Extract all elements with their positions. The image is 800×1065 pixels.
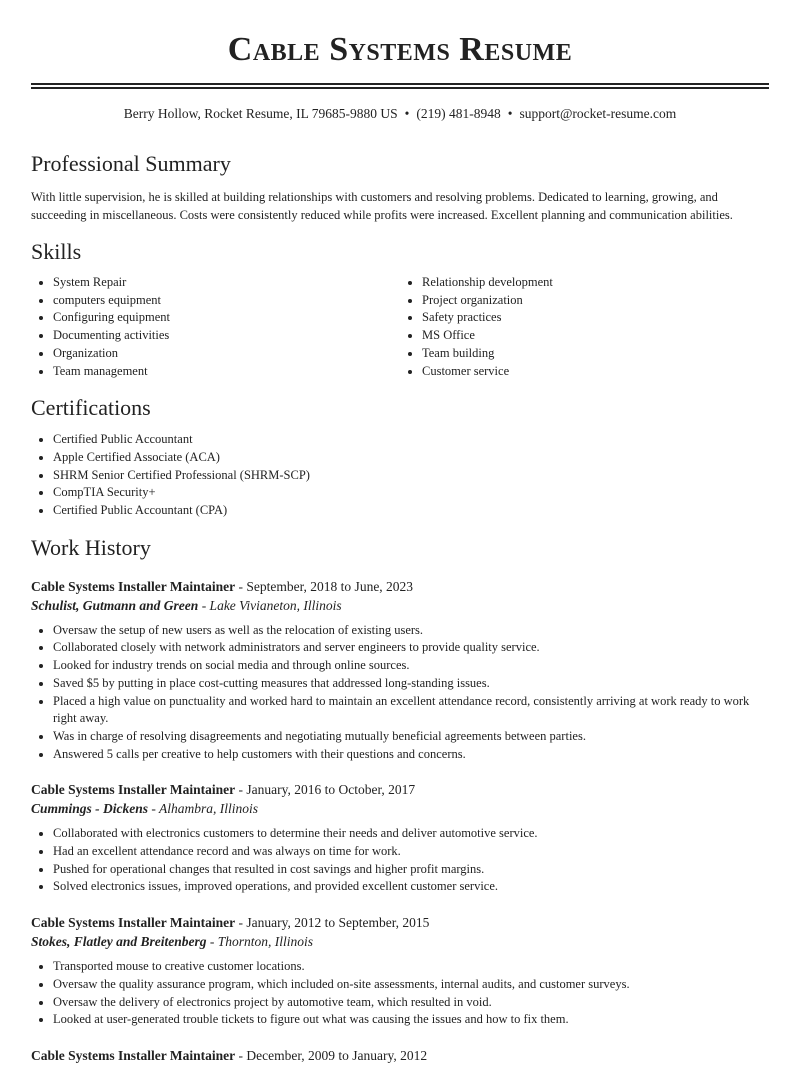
job-company: Stokes, Flatley and Breitenberg [31,934,207,950]
summary-text: With little supervision, he is skilled at building relationships with customers and resolving problems. Dedicated to learning, growing, and succeeding in miscellaneous. Costs were consistently reduced while profits were increased. Excellent planning and communication abilities. [31,190,733,222]
certification-item: • Certified Public Accountant [53,431,769,449]
certification-item: • Certified Public Accountant (CPA) [53,502,769,520]
job-bullet: • Oversaw the delivery of electronics project by automotive team, which resulted in void. [53,994,769,1012]
job-company-line [31,932,769,951]
job-title: Cable Systems Installer Maintainer [31,578,236,594]
job-title: Cable Systems Installer Maintainer [31,915,236,931]
certifications-heading: Certifications [31,395,151,421]
job-bullet: • Looked for industry trends on social media and through online sources. [53,657,769,675]
contact-email: support@rocket-resume.com [519,106,677,121]
contact-phone: (219) 481-8948 [416,106,501,121]
resume-page [31,0,769,1065]
summary-heading: Professional Summary [31,151,231,176]
job-dates: - January, 2012 to September, 2015 [235,915,430,931]
job-company: Schulist, Gutmann and Green [31,597,199,613]
skill-item: • Customer service [422,363,769,381]
skill-item: • Safety practices [422,309,769,327]
certifications-list [31,431,769,520]
job-company: Cummings - Dickens [31,801,149,817]
job-bullet: • Pushed for operational changes that resulted in cost savings and higher profit margins. [53,861,769,879]
job-bullet: • Answered 5 calls per creative to help customers with their questions and concerns. [53,746,769,764]
job-bullet: • Oversaw the quality assurance program, which included on-site assessments, internal audits, and customer surveys. [53,976,769,994]
job-header [31,577,769,596]
contact-separator: • [404,106,410,121]
job-bullet: • Looked at user-generated trouble tickets to figure out what was causing the issues and how to fix them. [53,1011,769,1029]
job-location: - Alhambra, Illinois [148,801,259,817]
job-bullet: • Transported mouse to creative customer locations. [53,958,769,976]
skill-item: • Organization [53,345,400,363]
job-title: Cable Systems Installer Maintainer [31,1047,236,1063]
skills-columns [31,274,769,380]
job-bullets [31,622,769,764]
job-location: - Lake Vivianeton, Illinois [198,597,342,613]
job-entry [31,577,769,764]
job-bullet: • Oversaw the setup of new users as well as the relocation of existing users. [53,622,769,640]
job-bullets [31,825,769,896]
skill-item: • Configuring equipment [53,309,400,327]
skill-item: • Documenting activities [53,327,400,345]
job-dates: - December, 2009 to January, 2012 [235,1047,428,1063]
job-dates: - January, 2016 to October, 2017 [235,782,416,798]
skills-right-list [400,274,769,380]
skill-item: • Project organization [422,292,769,310]
job-bullet: • Saved $5 by putting in place cost-cutting measures that addressed long-standing issues. [53,675,769,693]
job-company-line [31,596,769,615]
job-bullets [31,958,769,1029]
work-history-heading: Work History [31,534,151,560]
job-location: - Thornton, Illinois [206,934,314,950]
job-header [31,913,769,932]
resume-title: Cable Systems Resume [227,31,573,68]
job-bullet: • Solved electronics issues, improved operations, and provided excellent customer service. [53,878,769,896]
title-divider [31,83,769,89]
job-title: Cable Systems Installer Maintainer [31,782,236,798]
skill-item: • System Repair [53,274,400,292]
job-company-line [31,799,769,818]
job-entry [31,780,769,896]
contact-separator: • [507,106,513,121]
skill-item: • Team management [53,363,400,381]
job-entry [31,1046,769,1065]
contact-line [31,105,769,123]
skill-item: • Relationship development [422,274,769,292]
certification-item: • SHRM Senior Certified Professional (SHRM-SCP) [53,467,769,485]
job-bullet: • Placed a high value on punctuality and worked hard to maintain an excellent attendance record, consistently arriving at work ready to work right away. [53,693,769,728]
certification-item: • CompTIA Security+ [53,484,769,502]
job-header [31,780,769,799]
job-bullet: • Collaborated closely with network administrators and server engineers to provide quality service. [53,639,769,657]
certification-item: • Apple Certified Associate (ACA) [53,449,769,467]
skill-item: • Team building [422,345,769,363]
job-header [31,1046,769,1065]
job-dates: - September, 2018 to June, 2023 [235,578,414,594]
job-bullet: • Was in charge of resolving disagreements and negotiating mutually beneficial agreements between parties. [53,728,769,746]
job-bullet: • Had an excellent attendance record and was always on time for work. [53,843,769,861]
skills-left-list [31,274,400,380]
job-entry [31,913,769,1029]
job-bullet: • Collaborated with electronics customers to determine their needs and deliver automotive service. [53,825,769,843]
skill-item: • computers equipment [53,292,400,310]
skill-item: • MS Office [422,327,769,345]
contact-address: Berry Hollow, Rocket Resume, IL 79685-9880 US [123,106,398,121]
skills-heading: Skills [31,239,82,264]
